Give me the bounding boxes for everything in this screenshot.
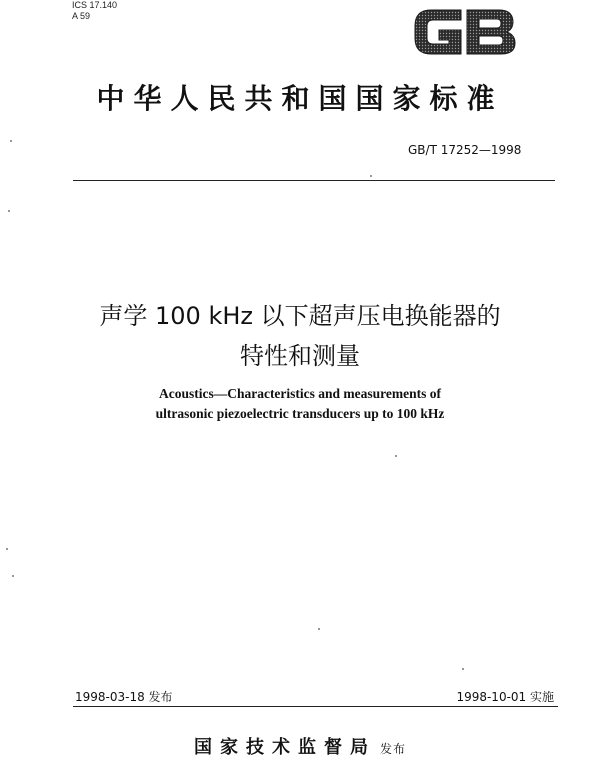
scan-speck <box>318 628 320 630</box>
standard-type-heading: 中华人民共和国国家标准 <box>96 82 504 115</box>
publisher-action: 发布 <box>379 742 406 756</box>
bottom-divider <box>73 706 558 707</box>
publisher-line <box>0 733 600 759</box>
ccs-code: A 59 <box>72 11 91 21</box>
scan-speck <box>370 175 372 177</box>
scan-speck <box>8 210 10 212</box>
scan-speck <box>6 548 8 550</box>
issue-date: 1998-03-18 发布 <box>75 690 173 704</box>
chinese-title-line-1: 声学 100 kHz 以下超声压电换能器的 <box>99 302 501 330</box>
scan-speck <box>395 455 397 457</box>
publisher-name: 国家技术监督局 <box>193 737 376 758</box>
ics-classification <box>72 0 117 22</box>
ics-code: ICS 17.140 <box>72 0 118 10</box>
gb-logo <box>409 2 521 60</box>
english-title-line-1: Acoustics—Characteristics and measurements of <box>158 386 442 401</box>
english-title-line-2: ultrasonic piezoelectric transducers up to 100 kHz <box>155 406 445 421</box>
scan-speck <box>12 575 14 577</box>
top-divider <box>73 180 555 181</box>
implementation-date: 1998-10-01 实施 <box>456 690 554 704</box>
chinese-title-line-2: 特性和测量 <box>240 342 360 370</box>
standard-code: GB/T 17252—1998 <box>408 143 522 157</box>
scan-speck <box>10 140 12 142</box>
scan-speck <box>462 668 464 670</box>
